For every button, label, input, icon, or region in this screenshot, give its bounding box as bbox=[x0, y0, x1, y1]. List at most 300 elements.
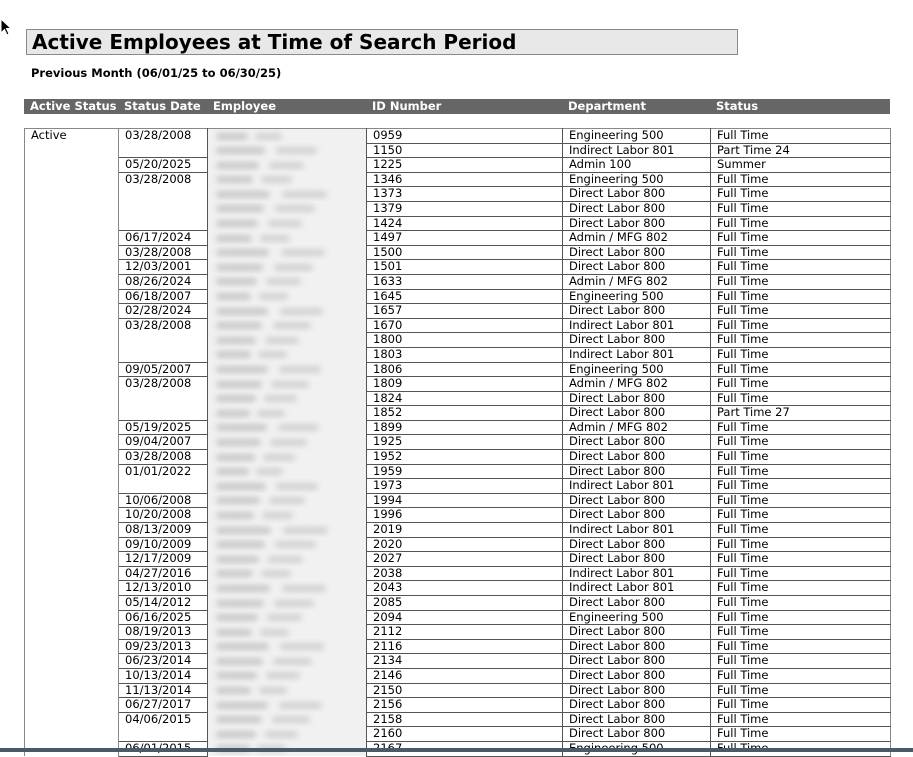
department-cell: Engineering 500 bbox=[563, 362, 711, 377]
department-cell: Indirect Labor 801 bbox=[563, 318, 711, 333]
status-date-cell: 05/20/2025 bbox=[119, 158, 208, 173]
employment-status-cell: Full Time bbox=[711, 260, 891, 275]
table-row bbox=[25, 523, 891, 538]
department-cell: Direct Labor 800 bbox=[563, 668, 711, 683]
blurred-employee-name bbox=[216, 698, 329, 712]
id-number-cell: 1424 bbox=[367, 216, 563, 231]
employee-name-cell bbox=[208, 377, 367, 392]
department-cell: Direct Labor 800 bbox=[563, 654, 711, 669]
status-date-cell: 06/27/2017 bbox=[119, 698, 208, 713]
department-cell: Direct Labor 800 bbox=[563, 333, 711, 348]
status-date-cell: 08/13/2009 bbox=[119, 523, 208, 538]
status-date-cell: 06/16/2025 bbox=[119, 610, 208, 625]
department-cell: Direct Labor 800 bbox=[563, 727, 711, 742]
employment-status-cell: Full Time bbox=[711, 712, 891, 727]
table-row bbox=[25, 435, 891, 450]
status-date-cell: 09/10/2009 bbox=[119, 537, 208, 552]
id-number-cell: 1800 bbox=[367, 333, 563, 348]
department-cell: Admin / MFG 802 bbox=[563, 231, 711, 246]
blurred-employee-name bbox=[216, 216, 308, 230]
blurred-employee-name bbox=[216, 129, 286, 143]
employment-status-cell: Full Time bbox=[711, 377, 891, 392]
table-row bbox=[25, 187, 891, 202]
blurred-employee-name bbox=[216, 143, 323, 157]
employee-name-cell bbox=[208, 216, 367, 231]
employment-status-cell: Full Time bbox=[711, 274, 891, 289]
id-number-cell: 1925 bbox=[367, 435, 563, 450]
blurred-employee-name bbox=[216, 231, 295, 245]
table-row bbox=[25, 143, 891, 158]
employee-name-cell bbox=[208, 698, 367, 713]
column-header-department: Department bbox=[568, 99, 646, 113]
employment-status-cell: Full Time bbox=[711, 727, 891, 742]
status-date-cell: 12/13/2010 bbox=[119, 581, 208, 596]
department-cell: Direct Labor 800 bbox=[563, 625, 711, 640]
employment-status-cell: Full Time bbox=[711, 508, 891, 523]
column-header-status: Status bbox=[716, 99, 759, 113]
mouse-cursor-icon bbox=[0, 18, 12, 36]
employee-name-cell bbox=[208, 654, 367, 669]
table-row bbox=[25, 129, 891, 144]
employee-name-cell bbox=[208, 260, 367, 275]
status-date-cell: 03/28/2008 bbox=[119, 129, 208, 144]
status-date-cell bbox=[119, 406, 208, 421]
department-cell: Direct Labor 800 bbox=[563, 552, 711, 567]
employee-name-cell bbox=[208, 610, 367, 625]
status-date-cell: 10/13/2014 bbox=[119, 668, 208, 683]
blurred-employee-name bbox=[216, 581, 333, 595]
id-number-cell: 2156 bbox=[367, 698, 563, 713]
id-number-cell: 1633 bbox=[367, 274, 563, 289]
employment-status-cell: Full Time bbox=[711, 668, 891, 683]
table-row bbox=[25, 639, 891, 654]
id-number-cell: 1501 bbox=[367, 260, 563, 275]
department-cell: Indirect Labor 801 bbox=[563, 143, 711, 158]
column-header-status-date: Status Date bbox=[124, 99, 201, 113]
blurred-employee-name bbox=[216, 566, 296, 580]
department-cell: Direct Labor 800 bbox=[563, 304, 711, 319]
department-cell: Direct Labor 800 bbox=[563, 698, 711, 713]
employee-name-cell bbox=[208, 464, 367, 479]
column-header-employee: Employee bbox=[213, 99, 277, 113]
table-row bbox=[25, 479, 891, 494]
status-date-cell: 03/28/2008 bbox=[119, 450, 208, 465]
blurred-employee-name bbox=[216, 668, 305, 682]
status-date-cell: 06/23/2014 bbox=[119, 654, 208, 669]
employee-name-cell bbox=[208, 639, 367, 654]
status-date-cell: 03/28/2008 bbox=[119, 172, 208, 187]
department-cell: Engineering 500 bbox=[563, 289, 711, 304]
department-cell: Direct Labor 800 bbox=[563, 216, 711, 231]
department-cell: Direct Labor 800 bbox=[563, 391, 711, 406]
department-cell: Engineering 500 bbox=[563, 610, 711, 625]
blurred-employee-name bbox=[216, 158, 310, 172]
id-number-cell: 1803 bbox=[367, 347, 563, 362]
employee-name-cell bbox=[208, 333, 367, 348]
employee-name-cell bbox=[208, 245, 367, 260]
status-date-cell: 05/14/2012 bbox=[119, 596, 208, 611]
blurred-employee-name bbox=[216, 639, 331, 653]
id-number-cell: 1670 bbox=[367, 318, 563, 333]
employee-name-cell bbox=[208, 479, 367, 494]
id-number-cell: 2043 bbox=[367, 581, 563, 596]
blurred-employee-name bbox=[216, 245, 332, 259]
department-cell: Indirect Labor 801 bbox=[563, 479, 711, 494]
status-date-cell: 09/23/2013 bbox=[119, 639, 208, 654]
employee-name-cell bbox=[208, 201, 367, 216]
table-row bbox=[25, 420, 891, 435]
employment-status-cell: Full Time bbox=[711, 581, 891, 596]
employee-name-cell bbox=[208, 435, 367, 450]
id-number-cell: 2027 bbox=[367, 552, 563, 567]
id-number-cell: 2146 bbox=[367, 668, 563, 683]
department-cell: Direct Labor 800 bbox=[563, 464, 711, 479]
id-number-cell: 2158 bbox=[367, 712, 563, 727]
table-row bbox=[25, 537, 891, 552]
id-number-cell: 1996 bbox=[367, 508, 563, 523]
employment-status-cell: Full Time bbox=[711, 304, 891, 319]
employee-name-cell bbox=[208, 625, 367, 640]
employment-status-cell: Full Time bbox=[711, 216, 891, 231]
id-number-cell: 2020 bbox=[367, 537, 563, 552]
blurred-employee-name bbox=[216, 450, 300, 464]
blurred-employee-name bbox=[216, 610, 307, 624]
table-row bbox=[25, 493, 891, 508]
id-number-cell: 2038 bbox=[367, 566, 563, 581]
employee-name-cell bbox=[208, 304, 367, 319]
status-date-cell bbox=[119, 347, 208, 362]
employee-name-cell bbox=[208, 289, 367, 304]
status-date-cell bbox=[119, 333, 208, 348]
employee-name-cell bbox=[208, 537, 367, 552]
blurred-employee-name bbox=[216, 523, 335, 537]
status-date-cell: 02/28/2024 bbox=[119, 304, 208, 319]
table-row bbox=[25, 289, 891, 304]
department-cell: Direct Labor 800 bbox=[563, 201, 711, 216]
blurred-employee-name bbox=[216, 683, 292, 697]
blurred-employee-name bbox=[216, 172, 297, 186]
id-number-cell: 1952 bbox=[367, 450, 563, 465]
status-date-cell bbox=[119, 727, 208, 742]
department-cell: Direct Labor 800 bbox=[563, 683, 711, 698]
department-cell: Admin / MFG 802 bbox=[563, 377, 711, 392]
status-date-cell: 04/27/2016 bbox=[119, 566, 208, 581]
department-cell: Direct Labor 800 bbox=[563, 537, 711, 552]
blurred-employee-name bbox=[216, 318, 317, 332]
status-date-cell: 03/28/2008 bbox=[119, 318, 208, 333]
id-number-cell: 2134 bbox=[367, 654, 563, 669]
employment-status-cell: Full Time bbox=[711, 129, 891, 144]
employment-status-cell: Full Time bbox=[711, 566, 891, 581]
blurred-employee-name bbox=[216, 362, 328, 376]
status-date-cell: 01/01/2022 bbox=[119, 464, 208, 479]
employee-name-cell bbox=[208, 187, 367, 202]
table-row bbox=[25, 450, 891, 465]
employment-status-cell: Full Time bbox=[711, 187, 891, 202]
department-cell: Direct Labor 800 bbox=[563, 712, 711, 727]
table-row bbox=[25, 698, 891, 713]
table-row bbox=[25, 727, 891, 742]
employee-name-cell bbox=[208, 727, 367, 742]
department-cell: Engineering 500 bbox=[563, 129, 711, 144]
status-date-cell bbox=[119, 201, 208, 216]
id-number-cell: 1806 bbox=[367, 362, 563, 377]
status-date-cell: 04/06/2015 bbox=[119, 712, 208, 727]
blurred-employee-name bbox=[216, 187, 334, 201]
id-number-cell: 2085 bbox=[367, 596, 563, 611]
blurred-employee-name bbox=[216, 508, 298, 522]
id-number-cell: 1809 bbox=[367, 377, 563, 392]
department-cell: Engineering 500 bbox=[563, 172, 711, 187]
table-row bbox=[25, 172, 891, 187]
id-number-cell: 1500 bbox=[367, 245, 563, 260]
employment-status-cell: Full Time bbox=[711, 464, 891, 479]
blurred-employee-name bbox=[216, 596, 320, 610]
status-date-cell: 06/17/2024 bbox=[119, 231, 208, 246]
employee-name-cell bbox=[208, 566, 367, 581]
blurred-employee-name bbox=[216, 377, 315, 391]
active-status-cell: Active bbox=[25, 129, 119, 757]
employment-status-cell: Full Time bbox=[711, 172, 891, 187]
window-bottom-edge bbox=[0, 748, 913, 752]
status-date-cell: 05/19/2025 bbox=[119, 420, 208, 435]
department-cell: Admin / MFG 802 bbox=[563, 274, 711, 289]
employment-status-cell: Part Time 24 bbox=[711, 143, 891, 158]
employee-name-cell bbox=[208, 712, 367, 727]
table-row bbox=[25, 231, 891, 246]
department-cell: Direct Labor 800 bbox=[563, 450, 711, 465]
employee-name-cell bbox=[208, 129, 367, 144]
employee-name-cell bbox=[208, 581, 367, 596]
employee-name-cell bbox=[208, 158, 367, 173]
table-row bbox=[25, 654, 891, 669]
id-number-cell: 1973 bbox=[367, 479, 563, 494]
status-date-cell: 03/28/2008 bbox=[119, 245, 208, 260]
employment-status-cell: Full Time bbox=[711, 479, 891, 494]
id-number-cell: 2116 bbox=[367, 639, 563, 654]
page-title: Active Employees at Time of Search Period bbox=[32, 30, 517, 54]
department-cell: Direct Labor 800 bbox=[563, 596, 711, 611]
id-number-cell: 2019 bbox=[367, 523, 563, 538]
employee-name-cell bbox=[208, 347, 367, 362]
table-row bbox=[25, 377, 891, 392]
employment-status-cell: Full Time bbox=[711, 683, 891, 698]
blurred-employee-name bbox=[216, 406, 289, 420]
employment-status-cell: Full Time bbox=[711, 610, 891, 625]
table-row bbox=[25, 508, 891, 523]
table-row bbox=[25, 318, 891, 333]
employment-status-cell: Summer bbox=[711, 158, 891, 173]
id-number-cell: 1225 bbox=[367, 158, 563, 173]
department-cell: Admin 100 bbox=[563, 158, 711, 173]
employment-status-cell: Full Time bbox=[711, 537, 891, 552]
id-number-cell: 1657 bbox=[367, 304, 563, 319]
employee-table bbox=[24, 128, 890, 757]
status-date-cell: 03/28/2008 bbox=[119, 377, 208, 392]
employment-status-cell: Full Time bbox=[711, 318, 891, 333]
employment-status-cell: Full Time bbox=[711, 625, 891, 640]
employment-status-cell: Full Time bbox=[711, 450, 891, 465]
blurred-employee-name bbox=[216, 464, 287, 478]
blurred-employee-name bbox=[216, 420, 326, 434]
status-date-cell: 06/18/2007 bbox=[119, 289, 208, 304]
id-number-cell: 1899 bbox=[367, 420, 563, 435]
blurred-employee-name bbox=[216, 435, 313, 449]
report-title-box bbox=[26, 29, 738, 55]
department-cell: Direct Labor 800 bbox=[563, 260, 711, 275]
blurred-employee-name bbox=[216, 304, 330, 318]
status-date-cell: 08/19/2013 bbox=[119, 625, 208, 640]
blurred-employee-name bbox=[216, 727, 303, 741]
table-row bbox=[25, 581, 891, 596]
employee-name-cell bbox=[208, 508, 367, 523]
employment-status-cell: Full Time bbox=[711, 420, 891, 435]
id-number-cell: 2112 bbox=[367, 625, 563, 640]
blurred-employee-name bbox=[216, 333, 304, 347]
blurred-employee-name bbox=[216, 552, 309, 566]
employee-name-cell bbox=[208, 596, 367, 611]
table-row bbox=[25, 610, 891, 625]
id-number-cell: 1346 bbox=[367, 172, 563, 187]
employee-name-cell bbox=[208, 668, 367, 683]
status-date-cell bbox=[119, 187, 208, 202]
table-row bbox=[25, 216, 891, 231]
employment-status-cell: Full Time bbox=[711, 493, 891, 508]
blurred-employee-name bbox=[216, 537, 322, 551]
status-date-cell: 09/04/2007 bbox=[119, 435, 208, 450]
department-cell: Direct Labor 800 bbox=[563, 245, 711, 260]
search-period-label: Previous Month (06/01/25 to 06/30/25) bbox=[31, 66, 282, 80]
employment-status-cell: Full Time bbox=[711, 698, 891, 713]
employee-name-cell bbox=[208, 318, 367, 333]
id-number-cell: 1645 bbox=[367, 289, 563, 304]
employment-status-cell: Part Time 27 bbox=[711, 406, 891, 421]
column-header-id-number: ID Number bbox=[372, 99, 442, 113]
table-row bbox=[25, 552, 891, 567]
department-cell: Direct Labor 800 bbox=[563, 639, 711, 654]
table-row bbox=[25, 712, 891, 727]
employment-status-cell: Full Time bbox=[711, 523, 891, 538]
employee-name-cell bbox=[208, 143, 367, 158]
department-cell: Direct Labor 800 bbox=[563, 493, 711, 508]
employment-status-cell: Full Time bbox=[711, 596, 891, 611]
id-number-cell: 1497 bbox=[367, 231, 563, 246]
employment-status-cell: Full Time bbox=[711, 201, 891, 216]
department-cell: Direct Labor 800 bbox=[563, 435, 711, 450]
department-cell: Indirect Labor 801 bbox=[563, 581, 711, 596]
status-date-cell: 09/05/2007 bbox=[119, 362, 208, 377]
status-date-cell bbox=[119, 143, 208, 158]
status-date-cell bbox=[119, 391, 208, 406]
id-number-cell: 1150 bbox=[367, 143, 563, 158]
status-date-cell: 12/03/2001 bbox=[119, 260, 208, 275]
employee-name-cell bbox=[208, 406, 367, 421]
status-date-cell: 08/26/2024 bbox=[119, 274, 208, 289]
id-number-cell: 2094 bbox=[367, 610, 563, 625]
employee-name-cell bbox=[208, 274, 367, 289]
id-number-cell: 2150 bbox=[367, 683, 563, 698]
table-row bbox=[25, 245, 891, 260]
blurred-employee-name bbox=[216, 201, 321, 215]
table-header bbox=[24, 99, 890, 114]
department-cell: Admin / MFG 802 bbox=[563, 420, 711, 435]
blurred-employee-name bbox=[216, 274, 306, 288]
employment-status-cell: Full Time bbox=[711, 333, 891, 348]
blurred-employee-name bbox=[216, 260, 319, 274]
id-number-cell: 2160 bbox=[367, 727, 563, 742]
table-row bbox=[25, 304, 891, 319]
employment-status-cell: Full Time bbox=[711, 654, 891, 669]
blurred-employee-name bbox=[216, 654, 318, 668]
id-number-cell: 0959 bbox=[367, 129, 563, 144]
employee-name-cell bbox=[208, 683, 367, 698]
department-cell: Direct Labor 800 bbox=[563, 406, 711, 421]
table-row bbox=[25, 625, 891, 640]
id-number-cell: 1852 bbox=[367, 406, 563, 421]
blurred-employee-name bbox=[216, 479, 324, 493]
employee-name-cell bbox=[208, 420, 367, 435]
column-header-active-status: Active Status bbox=[30, 99, 117, 113]
table-row bbox=[25, 362, 891, 377]
employee-name-cell bbox=[208, 231, 367, 246]
employment-status-cell: Full Time bbox=[711, 435, 891, 450]
status-date-cell bbox=[119, 479, 208, 494]
table-row bbox=[25, 201, 891, 216]
employment-status-cell: Full Time bbox=[711, 289, 891, 304]
table-row bbox=[25, 274, 891, 289]
employee-name-cell bbox=[208, 362, 367, 377]
id-number-cell: 1994 bbox=[367, 493, 563, 508]
department-cell: Indirect Labor 801 bbox=[563, 347, 711, 362]
table-row bbox=[25, 406, 891, 421]
employee-name-cell bbox=[208, 391, 367, 406]
employee-name-cell bbox=[208, 172, 367, 187]
table-row bbox=[25, 158, 891, 173]
blurred-employee-name bbox=[216, 289, 293, 303]
table-row bbox=[25, 596, 891, 611]
employee-name-cell bbox=[208, 523, 367, 538]
id-number-cell: 1959 bbox=[367, 464, 563, 479]
blurred-employee-name bbox=[216, 493, 311, 507]
department-cell: Indirect Labor 801 bbox=[563, 523, 711, 538]
id-number-cell: 1373 bbox=[367, 187, 563, 202]
department-cell: Direct Labor 800 bbox=[563, 187, 711, 202]
table-row bbox=[25, 333, 891, 348]
status-date-cell: 10/06/2008 bbox=[119, 493, 208, 508]
employment-status-cell: Full Time bbox=[711, 245, 891, 260]
table-row bbox=[25, 668, 891, 683]
blurred-employee-name bbox=[216, 347, 291, 361]
employee-name-cell bbox=[208, 450, 367, 465]
table-row bbox=[25, 347, 891, 362]
table-row bbox=[25, 683, 891, 698]
employment-status-cell: Full Time bbox=[711, 391, 891, 406]
employee-name-cell bbox=[208, 552, 367, 567]
table-row bbox=[25, 566, 891, 581]
blurred-employee-name bbox=[216, 712, 316, 726]
employee-name-cell bbox=[208, 493, 367, 508]
employment-status-cell: Full Time bbox=[711, 362, 891, 377]
employment-status-cell: Full Time bbox=[711, 639, 891, 654]
table-row bbox=[25, 260, 891, 275]
department-cell: Indirect Labor 801 bbox=[563, 566, 711, 581]
status-date-cell: 10/20/2008 bbox=[119, 508, 208, 523]
status-date-cell bbox=[119, 216, 208, 231]
department-cell: Direct Labor 800 bbox=[563, 508, 711, 523]
blurred-employee-name bbox=[216, 625, 294, 639]
table-row bbox=[25, 391, 891, 406]
blurred-employee-name bbox=[216, 391, 302, 405]
